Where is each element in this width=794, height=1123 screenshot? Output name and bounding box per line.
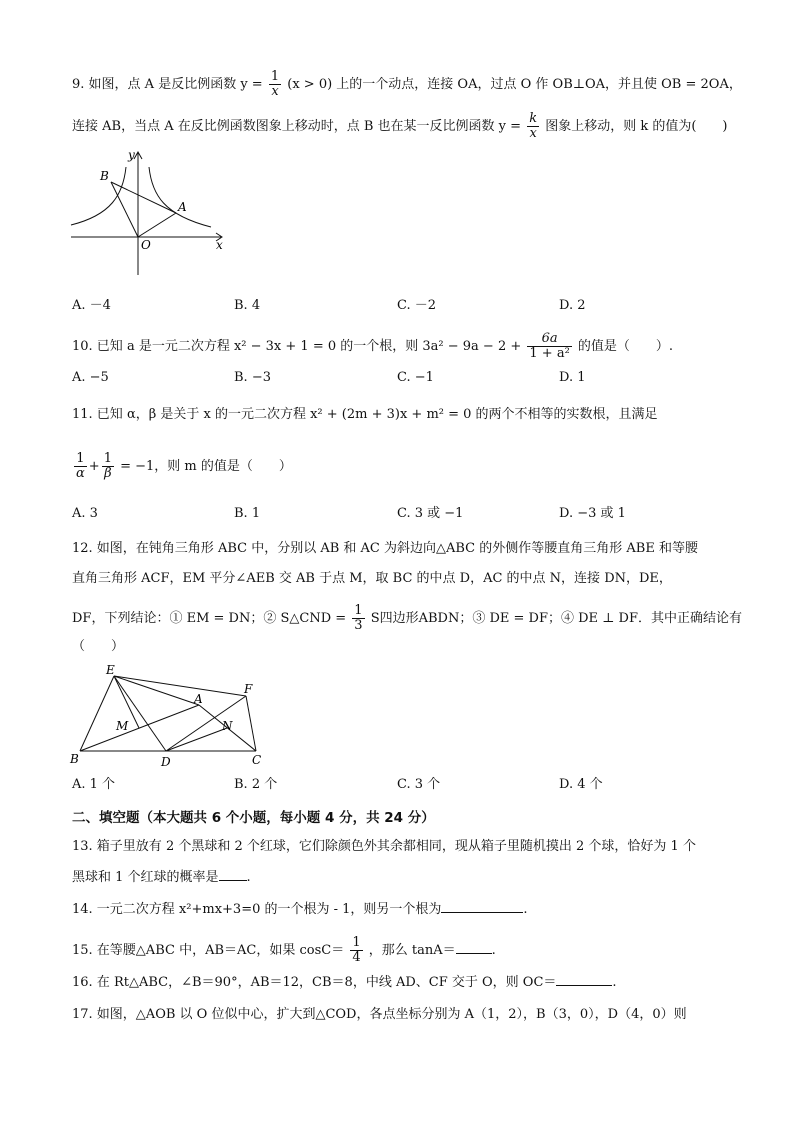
q12-line4: （ ） [72, 639, 125, 654]
q9-segment-OA [138, 213, 176, 237]
q15-answer-blank[interactable] [456, 941, 492, 954]
q9-text-part4: 图象上移动，则 k 的值为( ) [545, 119, 728, 134]
q12-fraction [352, 604, 364, 633]
q9-label-B: B [100, 169, 109, 183]
q12-segment-ED [114, 676, 166, 751]
q11-f1-den: α [76, 466, 85, 481]
q12-figure [66, 660, 271, 772]
q10-option-a[interactable]: A. −5 [72, 370, 109, 385]
q12-option-a[interactable]: A. 1 个 [72, 777, 116, 792]
q16-answer-blank[interactable] [556, 973, 612, 986]
q15-frac-den: 4 [352, 950, 361, 965]
q12-label-A: A [194, 692, 203, 706]
q9-label-O: O [141, 238, 151, 252]
q9-segment-AB [111, 182, 176, 213]
q16-stem [72, 973, 617, 992]
q9-frac-num: 1 [270, 69, 280, 84]
q12-frac-num: 1 [354, 603, 363, 618]
q12-line1: 12. 如图，在钝角三角形 ABC 中，分别以 AB 和 AC 为斜边向△ABC 的外侧作等腰直角三角形 ABE 和等腰 [72, 541, 698, 556]
q10-frac-den: 1 + a² [529, 346, 570, 361]
q11-line1: 11. 已知 α，β 是关于 x 的一元二次方程 x² + (2m + 3)x + m² = 0 的两个不相等的实数根，且满足 [72, 407, 658, 422]
q11-f2-num: 1 [103, 451, 112, 466]
q12-option-b[interactable]: B. 2 个 [234, 777, 278, 792]
q11-fraction-1 [74, 452, 87, 481]
q12-label-N: N [222, 719, 233, 733]
q10-option-d[interactable]: D. 1 [559, 370, 586, 385]
q13-tail: . [246, 870, 251, 885]
q9-option-b[interactable]: B. 4 [234, 298, 261, 313]
q12-segment-FC [246, 696, 256, 751]
q15-text-part2: ，那么 tanA＝ [368, 943, 456, 958]
q10-option-c[interactable]: C. −1 [397, 370, 434, 385]
q12-label-C: C [252, 753, 262, 767]
q11-plus: + [88, 459, 100, 474]
q12-options [72, 776, 732, 794]
q9-label-x: x [216, 238, 223, 252]
q12-label-B: B [70, 752, 79, 766]
q9-options [72, 297, 732, 315]
q13-text: 黑球和 1 个红球的概率是 [72, 870, 219, 885]
q9-option-c[interactable]: C. －2 [397, 298, 437, 313]
q10-option-b[interactable]: B. −3 [234, 370, 271, 385]
q15-frac-num: 1 [352, 935, 361, 950]
q16-tail: . [612, 975, 617, 990]
q10-stem [72, 332, 673, 361]
q12-option-c[interactable]: C. 3 个 [397, 777, 441, 792]
q9-frac2-num: k [529, 111, 538, 126]
q9-right-curve [149, 167, 211, 227]
q9-line2 [72, 112, 728, 141]
q17-stem: 17. 如图，△AOB 以 O 位似中心，扩大到△COD，各点坐标分别为 A（1，2），B（3，0），D（4，0）则 [72, 1007, 687, 1022]
q15-tail: . [491, 943, 496, 958]
q15-text-part1: 15. 在等腰△ABC 中，AB＝AC，如果 cosC＝ [72, 943, 345, 958]
q9-option-a[interactable]: A. －4 [72, 298, 111, 313]
q9-fraction-2 [527, 112, 539, 141]
q14-tail: . [523, 902, 528, 917]
q12-option-d[interactable]: D. 4 个 [559, 777, 603, 792]
q12-segment-EF [114, 676, 246, 696]
q9-text-part2: (x > 0) 上的一个动点，连接 OA，过点 O 作 OB⊥OA，并且使 OB = 2OA， [287, 77, 742, 92]
q9-frac2-den: x [529, 126, 537, 141]
q12-line2: 直角三角形 ACF，EM 平分∠AEB 交 AB 于点 M，取 BC 的中点 D，AC 的中点 N，连接 DN，DE， [72, 571, 672, 586]
q14-stem [72, 900, 528, 919]
q12-text-part1: DF，下列结论：① EM = DN；② S△CND = [72, 611, 347, 626]
q16-text: 16. 在 Rt△ABC，∠B＝90°，AB＝12，CB＝8，中线 AD、CF 交于 O，则 OC＝ [72, 975, 557, 990]
q9-fraction [269, 70, 281, 99]
q10-text-part2: 的值是（ ）. [577, 339, 674, 354]
section-2-heading: 二、填空题（本大题共 6 个小题，每小题 4 分，共 24 分） [72, 810, 435, 826]
q11-text-tail: = −1，则 m 的值是（ ） [120, 459, 292, 474]
q15-stem [72, 936, 496, 965]
q13-answer-blank[interactable] [219, 868, 247, 881]
q9-label-A: A [178, 200, 187, 214]
q9-frac-den: x [271, 84, 279, 99]
q11-f2-den: β [104, 466, 112, 481]
q11-option-a[interactable]: A. 3 [72, 506, 98, 521]
q13-line2 [72, 868, 251, 887]
q11-options [72, 505, 732, 523]
q11-option-b[interactable]: B. 1 [234, 506, 261, 521]
q11-line2 [72, 452, 292, 481]
q12-segment-EA [114, 676, 199, 705]
q14-text: 14. 一元二次方程 x²+mx+3=0 的一个根为 - 1，则另一个根为 [72, 902, 442, 917]
q12-label-M: M [116, 719, 129, 733]
q12-text-part2: S四边形ABDN；③ DE = DF；④ DE ⊥ DF．其中正确结论有 [370, 611, 742, 626]
q9-line1 [72, 70, 742, 99]
q12-label-F: F [244, 682, 253, 696]
q9-label-y: y [128, 148, 135, 162]
q11-option-c[interactable]: C. 3 或 −1 [397, 506, 464, 521]
q12-label-E: E [106, 663, 115, 677]
q9-figure [66, 145, 231, 280]
q11-option-d[interactable]: D. −3 或 1 [559, 506, 626, 521]
q10-fraction [527, 332, 571, 361]
q14-answer-blank[interactable] [441, 900, 523, 913]
q9-text-part3: 连接 AB，当点 A 在反比例函数图象上移动时，点 B 也在某一反比例函数 y = [72, 119, 522, 134]
q9-option-d[interactable]: D. 2 [559, 298, 586, 313]
q11-f1-num: 1 [74, 452, 87, 467]
q9-segment-OB [111, 182, 138, 237]
q12-segment-DN [166, 728, 227, 751]
q12-line3 [72, 604, 742, 633]
q12-label-D: D [161, 755, 171, 769]
q13-line1: 13. 箱子里放有 2 个黑球和 2 个红球，它们除颜色外其余都相同，现从箱子里随机摸出 2 个球，恰好为 1 个 [72, 839, 696, 854]
q12-frac-den: 3 [354, 618, 363, 633]
q12-segment-DF [166, 696, 246, 751]
q15-fraction [350, 936, 362, 965]
q10-text-part1: 10. 已知 a 是一元二次方程 x² − 3x + 1 = 0 的一个根，则 3a² − 9a − 2 + [72, 339, 522, 354]
q10-options [72, 369, 732, 387]
q9-text-part1: 9. 如图，点 A 是反比例函数 y = [72, 77, 263, 92]
q11-fraction-2 [102, 452, 114, 481]
q10-frac-num: 6a [527, 332, 571, 347]
